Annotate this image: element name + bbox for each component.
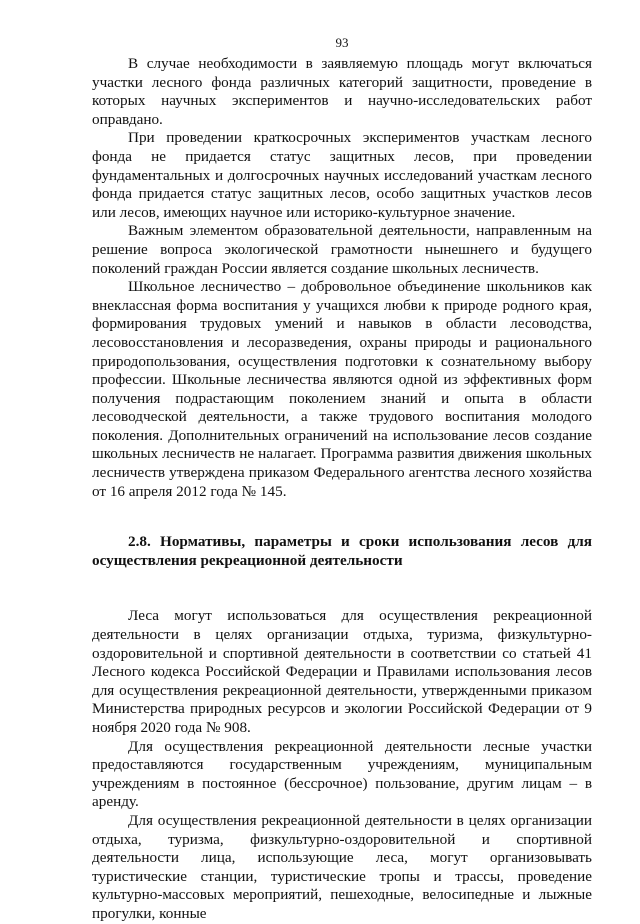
- paragraph: При проведении краткосрочных экспериментов участкам лесного фонда не придается статус защитных лесов, при проведении фундаментальных и долгосрочных научных исследований участкам лесного фонда придается статус защитных лесов, особо защитных участков лесов или лесов, имеющих научное или историко-культурное значение.: [92, 129, 592, 221]
- paragraph: Для осуществления рекреационной деятельности лесные участки предоставляются государственным учреждениям, муниципальным учреждениям в постоянное (бессрочное) пользование, другим лицам – в аренду.: [92, 737, 592, 811]
- spacer: [92, 570, 592, 607]
- page-number: 93: [335, 35, 349, 50]
- section-heading: 2.8. Нормативы, параметры и сроки использования лесов для осуществления рекреационной деятельности: [92, 533, 592, 569]
- paragraph: В случае необходимости в заявляемую площадь могут включаться участки лесного фонда различных категорий защитности, проведение в которых научных экспериментов и научно-исследовательских работ оправдано.: [92, 55, 592, 128]
- paragraph: Школьное лесничество – добровольное объединение школьников как внеклассная форма воспитания у учащихся любви к природе родного края, формирования трудовых умений и навыков в области лесоводства, лесовосстановления и лесоразведения, охраны природы и рационального природопользования, осуществления подготовки к сознательному выбору профессии. Школьные лесничества являются одной из эффективных форм получения подрастающим поколением знаний и опыта в области лесоводческой деятельности, а также трудового воспитания молодого поколения. Дополнительных ограничений на использование лесов создание школьных лесничеств не налагает. Программа развития движения школьных лесничеств утверждена приказом Федерального агентства лесного хозяйства от 16 апреля 2012 года № 145.: [92, 278, 592, 500]
- paragraph: Леса могут использоваться для осуществления рекреационной деятельности в целях организации отдыха, туризма, физкультурно-оздоровительной и спортивной деятельности в соответствии со статьей 41 Лесного кодекса Российской Федерации и Правилами использования лесов для осуществления рекреационной деятельности, утвержденными приказом Министерства природных ресурсов и экологии Российской Федерации от 9 ноября 2020 года № 908.: [92, 607, 592, 736]
- paragraph: Важным элементом образовательной деятельности, направленным на решение вопроса экологической грамотности нынешнего и будущего поколений граждан России является создание школьных лесничеств.: [92, 222, 592, 277]
- paragraph: Для осуществления рекреационной деятельности в целях организации отдыха, туризма, физкультурно-оздоровительной и спортивной деятельности лица, использующие леса, могут организовывать туристические станции, туристические тропы и трассы, проведение культурно-массовых мероприятий, пешеходные, велосипедные и лыжные прогулки, конные: [92, 811, 592, 922]
